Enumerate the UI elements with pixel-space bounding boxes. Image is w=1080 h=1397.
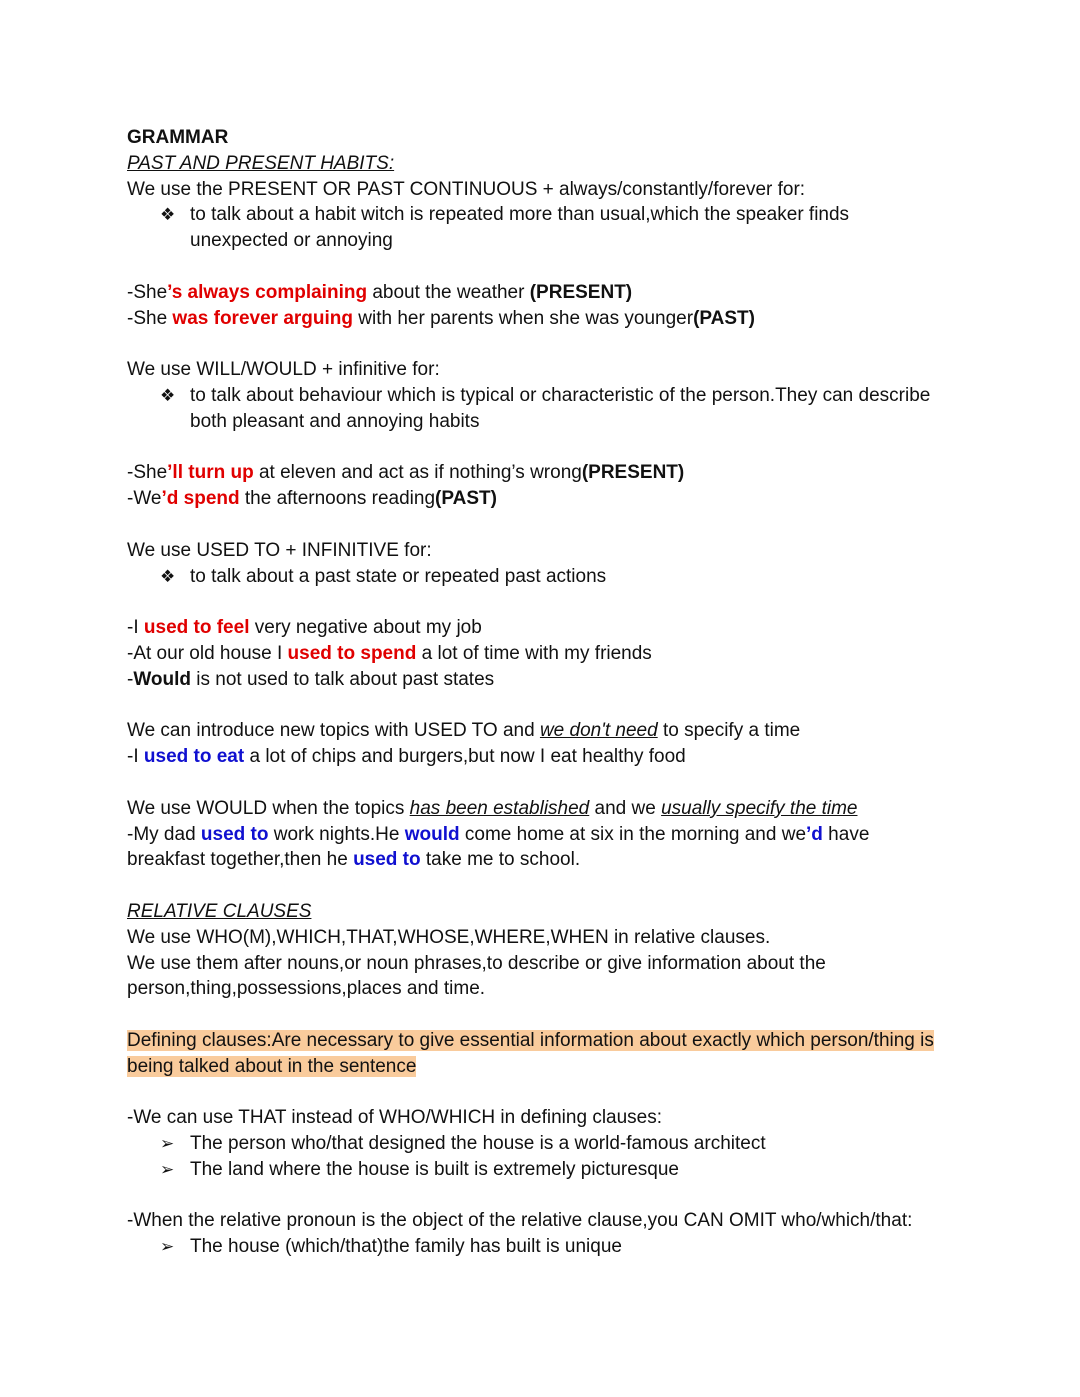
bullet-text: to talk about a habit witch is repeated more than usual,which the speaker finds bbox=[190, 204, 850, 226]
used-to-intro: We use USED TO + INFINITIVE for: bbox=[127, 539, 432, 561]
relative-intro-line: person,thing,possessions,places and time. bbox=[127, 978, 486, 1000]
bullet-item bbox=[127, 202, 957, 254]
bullet-text: to talk about a past state or repeated past actions bbox=[190, 565, 607, 587]
bullet-text: The person who/that designed the house is a world-famous architect bbox=[190, 1133, 766, 1155]
would-established-intro: We use WOULD when the topics has been established and we usually specify the time bbox=[127, 797, 858, 819]
bullet-text: The land where the house is built is extremely picturesque bbox=[190, 1158, 679, 1180]
example-sentence: -I used to eat a lot of chips and burgers,but now I eat healthy food bbox=[127, 746, 686, 768]
example-sentence: breakfast together,then he used to take me to school. bbox=[127, 849, 581, 871]
example-sentence: -She’s always complaining about the weather (PRESENT) bbox=[127, 281, 633, 303]
that-instead-intro: -We can use THAT instead of WHO/WHICH in defining clauses: bbox=[127, 1107, 663, 1129]
defining-clauses-highlight: being talked about in the sentence bbox=[127, 1055, 417, 1077]
example-sentence: -I used to feel very negative about my job bbox=[127, 617, 482, 639]
diamond-bullet-icon: ❖ bbox=[160, 205, 176, 225]
diamond-bullet-icon: ❖ bbox=[160, 566, 176, 586]
section-heading-relative-clauses: RELATIVE CLAUSES bbox=[127, 900, 312, 922]
arrow-bullet-icon: ➢ bbox=[160, 1134, 175, 1154]
arrow-bullet-icon: ➢ bbox=[160, 1237, 175, 1257]
relative-intro-line: We use them after nouns,or noun phrases,to describe or give information about the bbox=[127, 952, 826, 974]
document-body bbox=[127, 125, 957, 1260]
bullet-text: The house (which/that)the family has built is unique bbox=[190, 1236, 622, 1258]
bullet-item bbox=[127, 383, 957, 435]
omit-pronoun-intro: -When the relative pronoun is the object of the relative clause,you CAN OMIT who/which/that: bbox=[127, 1210, 913, 1232]
will-would-intro: We use WILL/WOULD + infinitive for: bbox=[127, 359, 440, 381]
relative-intro-line: We use WHO(M),WHICH,THAT,WHOSE,WHERE,WHEN in relative clauses. bbox=[127, 926, 771, 948]
section-heading-habits: PAST AND PRESENT HABITS: bbox=[127, 152, 395, 174]
arrow-bullet-item bbox=[127, 1157, 957, 1183]
page-title: GRAMMAR bbox=[127, 127, 229, 148]
arrow-bullet-icon: ➢ bbox=[160, 1159, 175, 1179]
example-sentence: -We’d spend the afternoons reading(PAST) bbox=[127, 488, 497, 510]
defining-clauses-highlight: Defining clauses:Are necessary to give essential information about exactly which person/thing is bbox=[127, 1029, 934, 1051]
arrow-bullet-item bbox=[127, 1234, 957, 1260]
bullet-text: unexpected or annoying bbox=[190, 230, 393, 252]
bullet-text: to talk about behaviour which is typical or characteristic of the person.They can describe bbox=[190, 384, 931, 406]
example-sentence: -She was forever arguing with her parents when she was younger(PAST) bbox=[127, 307, 755, 329]
example-sentence: -Would is not used to talk about past states bbox=[127, 668, 495, 690]
continuous-intro: We use the PRESENT OR PAST CONTINUOUS + always/constantly/forever for: bbox=[127, 178, 806, 200]
example-sentence: -At our old house I used to spend a lot of time with my friends bbox=[127, 642, 652, 664]
example-sentence: -My dad used to work nights.He would come home at six in the morning and we’d have bbox=[127, 823, 870, 845]
bullet-item bbox=[127, 564, 957, 590]
new-topics-intro: We can introduce new topics with USED TO and we don't need to specify a time bbox=[127, 720, 801, 742]
arrow-bullet-item bbox=[127, 1131, 957, 1157]
bullet-text: both pleasant and annoying habits bbox=[190, 410, 480, 432]
example-sentence: -She’ll turn up at eleven and act as if nothing’s wrong(PRESENT) bbox=[127, 462, 685, 484]
diamond-bullet-icon: ❖ bbox=[160, 385, 176, 405]
